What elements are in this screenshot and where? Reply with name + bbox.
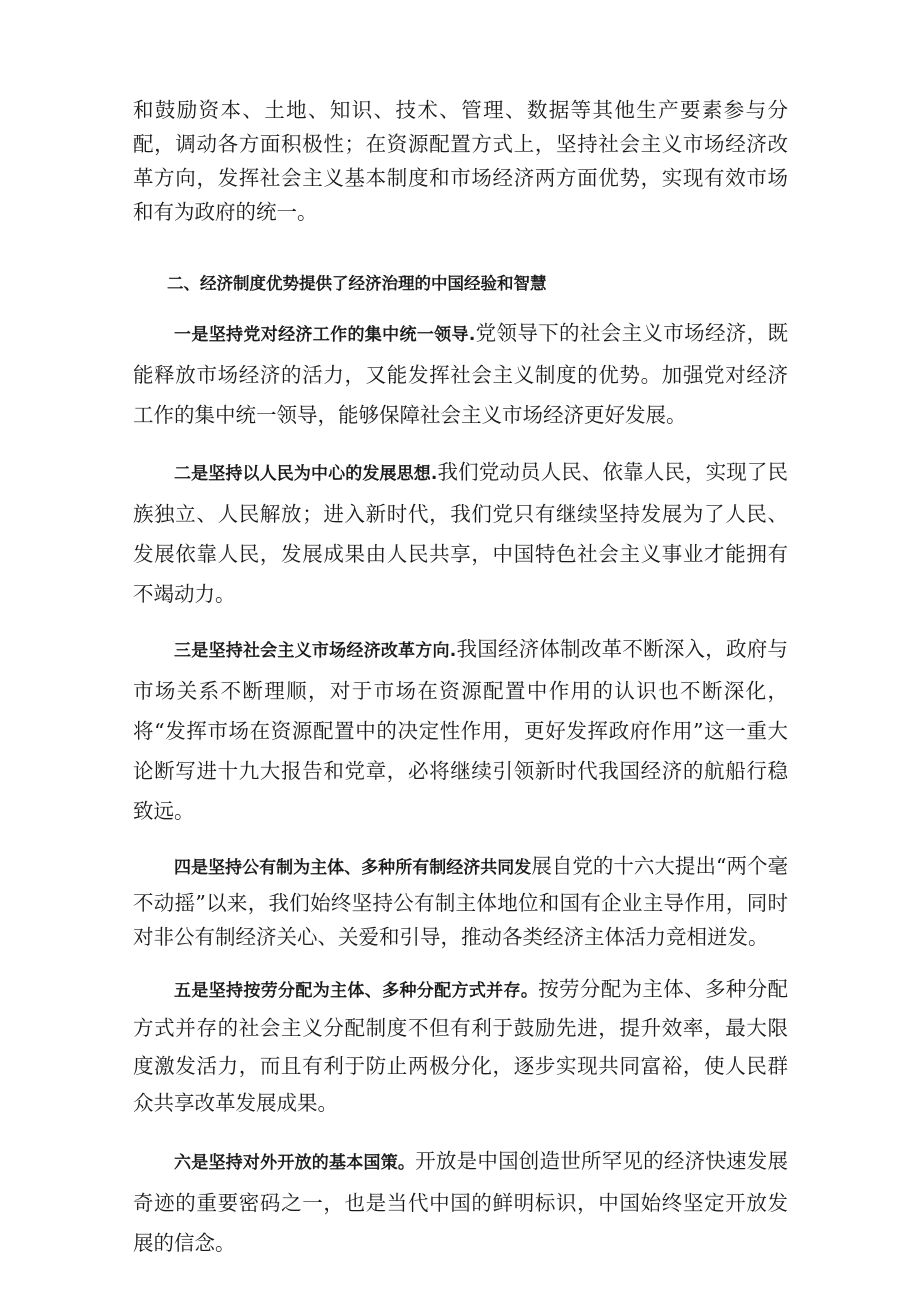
document-page: [133, 93, 788, 1263]
point-paragraph-5: [133, 971, 788, 1123]
point-1-lead: 一是坚持党对经济工作的集中统一领导.: [174, 325, 476, 345]
point-4-lead: 四是坚持公有制为主体、多种所有制经济共同发: [174, 858, 532, 878]
point-paragraph-3: [133, 629, 788, 831]
point-2-lead: 二是坚持以人民为中心的发展思想.: [174, 464, 438, 484]
point-paragraph-4: [133, 849, 788, 955]
point-6-lead: 六是坚持对外开放的基本国策。: [174, 1152, 416, 1173]
point-paragraph-6: [133, 1141, 788, 1263]
point-5-lead: 五是坚持按劳分配为主体、多种分配方式并存。: [174, 980, 539, 1001]
intro-text: 和鼓励资本、土地、知识、技术、管理、数据等其他生产要素参与分配，调动各方面积极性；在资源配置方式上，坚持社会主义市场经济改革方向，发挥社会主义基本制度和市场经济两方面优势，实现有效市场和有为政府的统一。: [133, 98, 788, 224]
point-3-lead: 三是坚持社会主义市场经济改革方向.: [174, 641, 457, 661]
point-1-text: 党领导下的社会主义市场经济，既能释放市场经济的活力，又能发挥社会主义制度的优势。加强党对经济工作的集中统一领导，能够保障社会主义市场经济更好发展。: [133, 321, 788, 427]
point-2-text: 我们党动员人民、依靠人民，实现了民族独立、人民解放；进入新时代，我们党只有继续坚持发展为了人民、发展依靠人民，发展成果由人民共享，中国特色社会主义事业才能拥有不竭动力。: [133, 460, 788, 606]
section-heading: 二、经济制度优势提供了经济治理的中国经验和智慧: [167, 274, 547, 293]
point-3-text: 我国经济体制改革不断深入，政府与市场关系不断理顺，对于市场在资源配置中作用的认识也不断深化，将“发挥市场在资源配置中的决定性作用，更好发挥政府作用”这一重大论断写进十九大报告和党章，必将继续引领新时代我国经济的航船行稳致远。: [133, 637, 788, 823]
intro-paragraph: [133, 93, 788, 229]
point-5-text: 按劳分配为主体、多种分配方式并存的社会主义分配制度不但有利于鼓励先进，提升效率，最大限度激发活力，而且有利于防止两极分化，逐步实现共同富裕，使人民群众共享改革发展成果。: [133, 976, 788, 1115]
point-paragraph-1: [133, 313, 788, 435]
point-4-text: 展自党的十六大提出“两个毫不动摇”以来，我们始终坚持公有制主体地位和国有企业主导作用，同时对非公有制经济关心、关爱和引导，推动各类经济主体活力竞相迸发。: [133, 854, 788, 949]
point-6-text: 开放是中国创造世所罕见的经济快速发展奇迹的重要密码之一，也是当代中国的鲜明标识，中国始终坚定开放发展的信念。: [133, 1148, 789, 1255]
point-paragraph-2: [133, 452, 788, 614]
